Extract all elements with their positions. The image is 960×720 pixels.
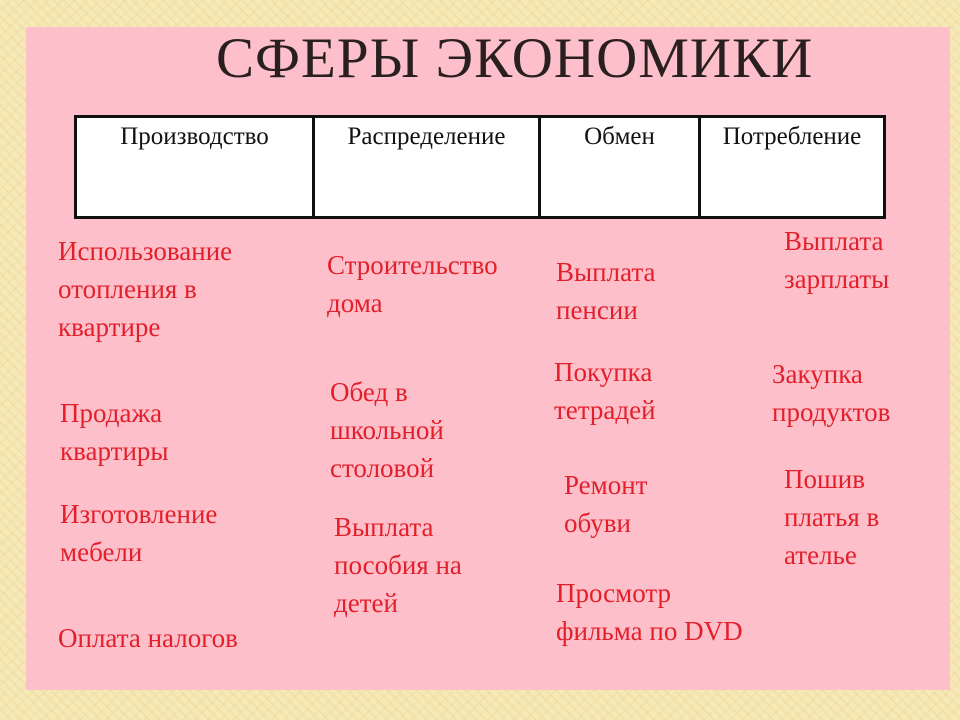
item-heating-use: Использование отопления в квартире (58, 236, 233, 342)
item-dress-sewing: Пошив платья в ателье (784, 464, 880, 570)
item-pension-payment: Выплата пенсии (556, 257, 656, 325)
header-exchange: Обмен (541, 118, 701, 216)
header-distribution: Распределение (315, 118, 541, 216)
item-apartment-sale: Продажа квартиры (60, 398, 169, 466)
item-food-purchase: Закупка продуктов (772, 359, 891, 427)
item-shoe-repair: Ремонт обуви (564, 470, 648, 538)
item-notebook-purchase: Покупка тетрадей (554, 357, 656, 425)
item-tax-payment: Оплата налогов (58, 623, 238, 653)
page-title: СФЕРЫ ЭКОНОМИКИ (216, 27, 814, 90)
item-salary-payment: Выплата зарплаты (784, 226, 890, 294)
header-consumption: Потребление (722, 123, 862, 150)
item-dvd-watching: Просмотр фильма по DVD (556, 578, 743, 646)
item-furniture-making: Изготовление мебели (60, 499, 218, 567)
item-school-lunch: Обед в школьной столовой (330, 377, 444, 483)
header-production: Производство (77, 118, 315, 216)
item-house-building: Строительство дома (327, 250, 498, 318)
spheres-table (74, 115, 886, 219)
item-child-benefit: Выплата пособия на детей (334, 512, 462, 618)
